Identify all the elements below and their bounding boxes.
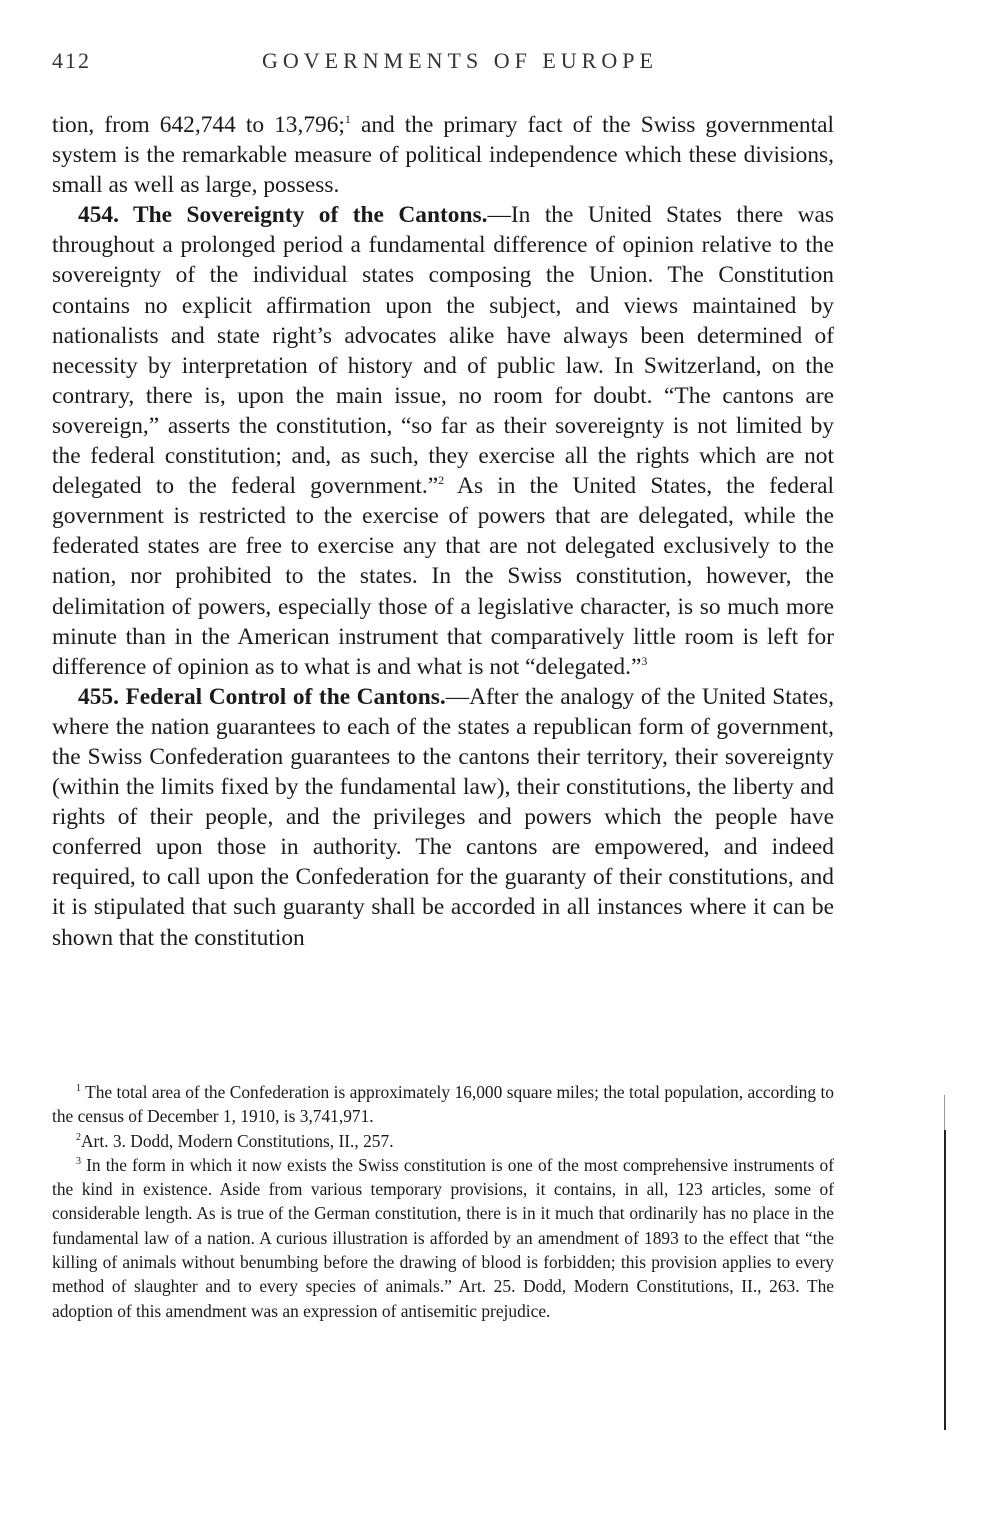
footnote-ref: 3 [641, 653, 648, 668]
page-edge-shadow [944, 1095, 945, 1130]
section-heading: 454. The Sovereignty of the Cantons. [78, 202, 488, 229]
footnotes [52, 1080, 834, 1323]
paragraph-text: tion, from 642,744 to 13,796; [52, 112, 345, 138]
paragraph-text: As in the United States, the federal government is restricted to the exercise of powers that are delegated, while the federated states are free to exercise any that are not delegated exclusively to the nation, nor prohibited to the states. In the Swiss constitution, however, the delimitation of powers, especially those of a legislative character, is so much more minute than in the American instrument that comparatively little room is left for difference of opinion as to what is and what is not “delegated.” [52, 473, 834, 680]
paragraph-text: and the primary fact of the Swiss governmental system is the remarkable measure of political independence which these divisions, small as well as large, possess. [52, 112, 834, 199]
page-number: 412 [52, 48, 91, 73]
footnote [52, 1080, 834, 1129]
footnote-mark: 2 [76, 1131, 81, 1143]
section-heading: 455. Federal Control of the Cantons. [78, 683, 446, 710]
footnote [52, 1153, 834, 1323]
footnote [52, 1129, 834, 1153]
paragraph-text: —In the United States there was throughout a prolonged period a fundamental difference of opinion relative to the sovereignty of the individual states composing the Union. The Constitution contains no explicit affirmation upon the subject, and views maintained by nationalists and state right’s advocates alike have always been determined of necessity by interpretation of history and of public law. In Switzerland, on the contrary, there is, upon the main issue, no room for doubt. “The cantons are sovereign,” asserts the constitution, “so far as their sovereignty is not limited by the federal constitution; and, as such, they exercise all the rights which are not delegated to the federal government.” [52, 202, 834, 500]
running-title: GOVERNMENTS OF EUROPE [262, 48, 658, 73]
footnote-ref: 2 [438, 473, 445, 488]
page-edge-line [944, 1130, 946, 1430]
paragraph-continuation [52, 110, 834, 200]
footnote-text: Art. 3. Dodd, Modern Constitutions, II., 257. [81, 1130, 394, 1151]
running-head [52, 48, 832, 78]
paragraph-federal-control [52, 682, 834, 953]
body-text [52, 110, 834, 953]
paragraph-text: —After the analogy of the United States, where the nation guarantees to each of the states a republican form of government, the Swiss Confederation guarantees to the cantons their territory, their sovereignty (within the limits fixed by the fundamental law), their constitutions, the liberty and rights of their people, and the privileges and powers which the people have conferred upon those in authority. The cantons are empowered, and indeed required, to call upon the Confederation for the guaranty of their constitutions, and it is stipulated that such guaranty shall be accorded in all instances where it can be shown that the constitution [52, 683, 834, 951]
footnote-mark: 3 [76, 1155, 81, 1167]
paragraph-sovereignty [52, 200, 834, 682]
footnote-text: In the form in which it now exists the Swiss constitution is one of the most comprehensive instruments of the kind in existence. Aside from various temporary provisions, it contains, in all, 123 articles, some of considerable length. As is true of the German constitution, there is in it much that ordinarily has no place in the fundamental law of a nation. A curious illustration is afforded by an amendment of 1893 to the effect that “the killing of animals without benumbing before the drawing of blood is forbidden; this provision applies to every method of slaughter and to every species of animals.” Art. 25. Dodd, Modern Constitutions, II., 263. The adoption of this amendment was an expression of antisemitic prejudice. [52, 1154, 834, 1321]
footnote-ref: 1 [344, 112, 351, 126]
footnote-mark: 1 [76, 1083, 81, 1094]
footnote-text: The total area of the Confederation is approximately 16,000 square miles; the total population, according to the census of December 1, 1910, is 3,741,971. [52, 1082, 834, 1127]
